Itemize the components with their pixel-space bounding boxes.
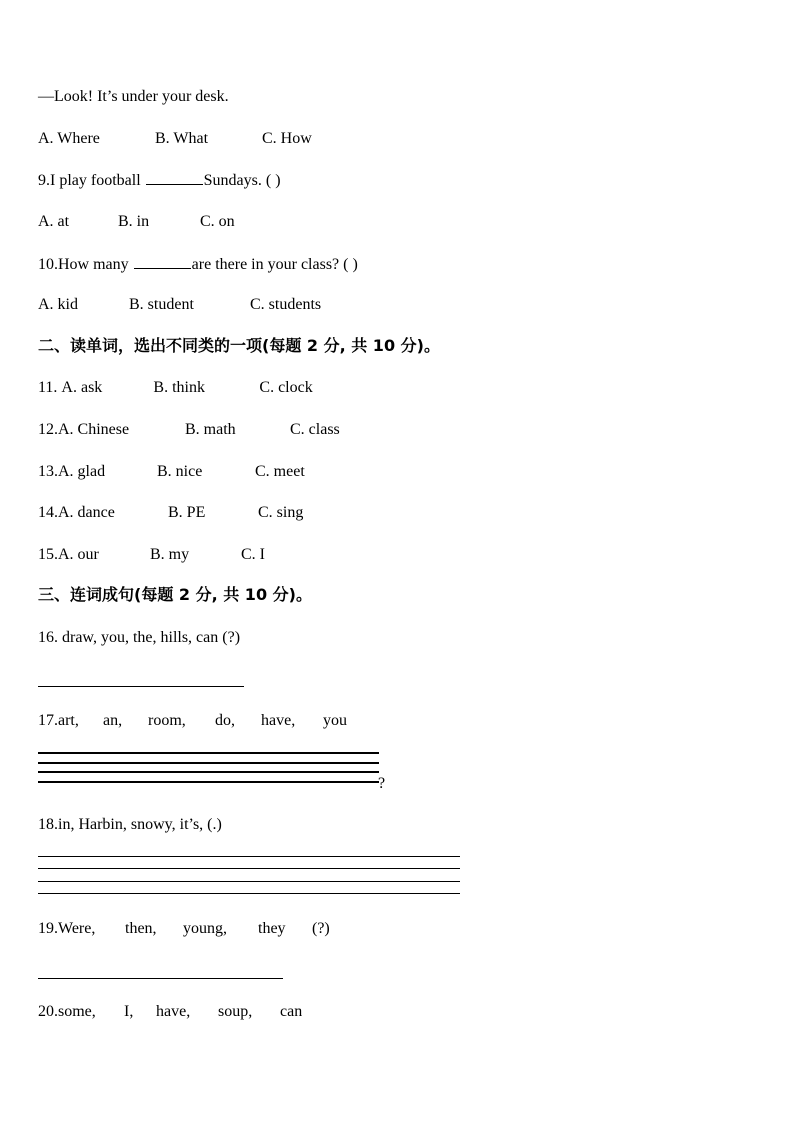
q11-number: 11. xyxy=(38,379,58,396)
q11-row xyxy=(38,378,313,398)
q19-word-5: (?) xyxy=(312,920,330,937)
q19-word-1: Were, xyxy=(58,920,96,937)
q10-option-a: A. kid xyxy=(38,296,78,313)
q20-number: 20. xyxy=(38,1003,58,1020)
q11-option-a: A. ask xyxy=(61,379,103,396)
q20-word-5: can xyxy=(280,1003,303,1020)
q9-option-b: B. in xyxy=(118,213,150,230)
q17-word-1: art, xyxy=(58,712,79,729)
q17-answer-line-4[interactable] xyxy=(38,781,379,783)
q10-answer-blank[interactable] xyxy=(134,254,191,269)
q19-number: 19. xyxy=(38,920,58,937)
q9-text-before: 9.I play football xyxy=(38,172,141,189)
q9-option-c: C. on xyxy=(200,213,235,230)
q18-answer-line-1[interactable] xyxy=(38,856,460,857)
q14-option-c: C. sing xyxy=(258,504,304,521)
q8-option-b: B. What xyxy=(155,130,209,147)
q13-row xyxy=(38,462,305,482)
q20-word-2: I, xyxy=(124,1003,134,1020)
q15-row xyxy=(38,545,265,565)
q11-option-b: B. think xyxy=(153,379,205,396)
q13-option-b: B. nice xyxy=(157,463,203,480)
q20-word-3: have, xyxy=(156,1003,191,1020)
q18-answer-line-2[interactable] xyxy=(38,868,460,869)
q10-text-after: are there in your class? ( ) xyxy=(191,256,358,273)
q19-word-2: then, xyxy=(125,920,157,937)
q14-number: 14. xyxy=(38,504,58,521)
q12-option-a: A. Chinese xyxy=(58,421,130,438)
q11-option-c: C. clock xyxy=(259,379,313,396)
q13-option-a: A. glad xyxy=(58,463,106,480)
q10-option-c: C. students xyxy=(250,296,322,313)
q17-prompt xyxy=(38,711,347,731)
q9-option-a: A. at xyxy=(38,213,70,230)
q15-option-a: A. our xyxy=(58,546,99,563)
q15-option-c: C. I xyxy=(241,546,265,563)
q9-text-after: Sundays. ( ) xyxy=(203,172,281,189)
q20-word-1: some, xyxy=(58,1003,96,1020)
q17-answer-line-1[interactable] xyxy=(38,752,379,754)
q17-question-mark: ? xyxy=(378,775,386,792)
q10-options xyxy=(38,295,321,315)
q14-option-b: B. PE xyxy=(168,504,206,521)
q9-options xyxy=(38,212,235,232)
q8-option-c: C. How xyxy=(262,130,312,147)
q18-answer-line-4[interactable] xyxy=(38,893,460,894)
q18-prompt: 18.in, Harbin, snowy, it’s, (.) xyxy=(38,816,222,833)
q17-word-3: room, xyxy=(148,712,186,729)
q8-option-a: A. Where xyxy=(38,130,100,147)
q16-prompt: 16. draw, you, the, hills, can (?) xyxy=(38,629,241,646)
q8-answer-line: —Look! It’s under your desk. xyxy=(38,88,229,105)
q17-word-5: have, xyxy=(261,712,296,729)
q8-options xyxy=(38,129,312,149)
q19-prompt xyxy=(38,919,330,939)
q20-prompt xyxy=(38,1002,302,1022)
q20-word-4: soup, xyxy=(218,1003,253,1020)
q15-number: 15. xyxy=(38,546,58,563)
q17-number: 17. xyxy=(38,712,58,729)
q12-option-b: B. math xyxy=(185,421,236,438)
q14-row xyxy=(38,503,303,523)
q17-word-4: do, xyxy=(215,712,235,729)
q19-word-4: they xyxy=(258,920,286,937)
q19-answer-line[interactable] xyxy=(38,978,283,979)
q19-word-3: young, xyxy=(183,920,227,937)
q17-answer-line-2[interactable] xyxy=(38,762,379,764)
q9-question xyxy=(38,170,281,190)
q12-option-c: C. class xyxy=(290,421,340,438)
section-3-heading: 三、连词成句(每题 2 分, 共 10 分)。 xyxy=(38,585,312,604)
q10-text-before: 10.How many xyxy=(38,256,129,273)
q10-option-b: B. student xyxy=(129,296,194,313)
q12-number: 12. xyxy=(38,421,58,438)
q17-word-6: you xyxy=(323,712,347,729)
q17-word-2: an, xyxy=(103,712,123,729)
q10-question xyxy=(38,254,358,274)
q16-answer-line[interactable] xyxy=(38,686,244,687)
q13-option-c: C. meet xyxy=(255,463,305,480)
q17-answer-line-3[interactable] xyxy=(38,771,379,773)
q18-answer-line-3[interactable] xyxy=(38,881,460,882)
q13-number: 13. xyxy=(38,463,58,480)
q9-answer-blank[interactable] xyxy=(146,170,203,185)
section-2-heading: 二、读单词，选出不同类的一项(每题 2 分, 共 10 分)。 xyxy=(38,336,440,355)
q12-row xyxy=(38,420,340,440)
q14-option-a: A. dance xyxy=(58,504,115,521)
q15-option-b: B. my xyxy=(150,546,190,563)
